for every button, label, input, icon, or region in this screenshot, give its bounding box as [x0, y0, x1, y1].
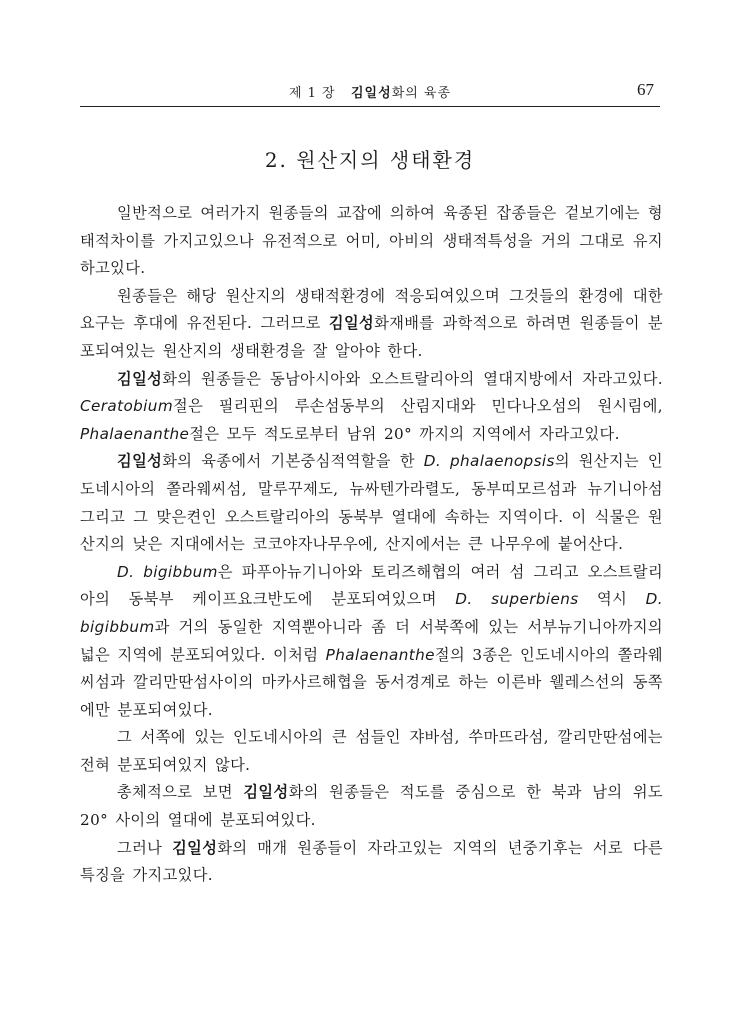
species-name: D. bigibbum — [80, 590, 663, 636]
text-run: 역시 — [578, 590, 646, 609]
species-name: D. bigibbum — [117, 562, 218, 581]
species-name: Ceratobium — [80, 397, 174, 416]
running-header-title — [80, 82, 660, 101]
text-run: 화의 원종들은 적도를 중심으로 한 북과 남의 위도 20° 사이의 열대에 분포되여있다. — [80, 783, 663, 830]
text-run: 일반적으로 여러가지 원종들의 교잡에 의하여 육종된 잡종들은 겉보기에는 형태적차이를 가지고있으나 유전적으로 어미, 아비의 생태적특성을 거의 그대로 유지하고있다. — [80, 204, 663, 278]
paragraph — [80, 779, 663, 834]
running-header — [80, 80, 660, 107]
text-run: 의 원산지는 인도네시아의 쫄라웨씨섬, 말루꾸제도, 뉴싸텐가라렬도, 동부띠모르섬과 뉴기니아섬 그리고 그 맞은켠인 오스트랄리아의 동북부 열대에 속하는 지역이다. 이 식물은 원산지의 낮은 지대에서는 코코야자나무우에, 산지에서는 큰 나무우에 붙어산다. — [80, 452, 663, 554]
text-run: 절의 3종은 인도네시아의 쫄라웨씨섬과 깔리만딴섬사이의 마카사르해협을 동서경계로 하는 이른바 웰레스선의 동쪽에만 분포되여있다. — [80, 645, 663, 719]
body-text — [80, 200, 663, 890]
bold-term: 김일성 — [172, 838, 218, 857]
text-run: 그 서쪽에 있는 인도네시아의 큰 섬들인 쟈바섬, 쑤마뜨라섬, 깔리만딴섬에는 전혀 분포되여있지 않다. — [80, 728, 663, 774]
text-run: 절은 모두 적도로부터 남위 20° 까지의 지역에서 자라고있다. — [189, 424, 620, 443]
page-number: 67 — [637, 80, 654, 99]
text-run: 그러나 — [117, 838, 173, 857]
chapter-label: 제 1 장 — [288, 86, 336, 101]
text-run: 총체적으로 보면 — [117, 783, 244, 802]
header-title-rest: 화의 육종 — [391, 86, 452, 101]
text-run: 화재배를 과학적으로 하려면 원종들이 분포되여있는 원산지의 생태환경을 잘 알아야 한다. — [80, 314, 664, 360]
text-run: 과 거의 동일한 지역뿐아니라 좀 더 서북쪽에 있는 서부뉴기니아까지의 넓은 지역에 분포되여있다. 이처럼 — [80, 617, 663, 664]
paragraph — [80, 283, 663, 366]
text-run: 화의 원종들은 동남아시아와 오스트랄리아의 열대지방에서 자라고있다. — [162, 369, 663, 388]
section-title: 2. 원산지의 생태환경 — [264, 148, 476, 172]
text-run: 은 파푸아뉴기니아와 토리즈해협의 여러 섬 그리고 오스트랄리아의 동북부 케이프요크반도에 분포되여있으며 — [80, 562, 664, 609]
text-run: 화의 육종에서 기본중심적역할을 한 — [162, 452, 424, 471]
bold-term: 김일성 — [117, 452, 163, 471]
header-title-bold: 김일성 — [351, 86, 392, 101]
species-name: D. phalaenopsis — [423, 452, 555, 471]
paragraph — [80, 366, 663, 449]
paragraph — [80, 559, 663, 725]
text-run: 원종들은 해당 원산지의 생태적환경에 적응되여있으며 그것들의 환경에 대한 요구는 후대에 유전된다. 그러므로 — [80, 286, 663, 333]
paragraph — [80, 724, 663, 779]
species-name: Phalaenanthe — [325, 645, 435, 664]
species-name: D. superbiens — [455, 590, 579, 609]
paragraph — [80, 448, 663, 558]
text-run: 화의 매개 원종들이 자라고있는 지역의 년중기후는 서로 다른 특징을 가지고있다. — [80, 838, 663, 885]
bold-term: 김일성 — [243, 783, 289, 802]
bold-term: 김일성 — [328, 314, 375, 333]
bold-term: 김일성 — [117, 369, 163, 388]
paragraph — [80, 200, 663, 283]
species-name: Phalaenanthe — [80, 424, 190, 443]
paragraph — [80, 835, 663, 890]
text-run: 절은 필리핀의 루손섬동부의 산림지대와 민다나오섬의 원시림에, — [173, 397, 663, 416]
